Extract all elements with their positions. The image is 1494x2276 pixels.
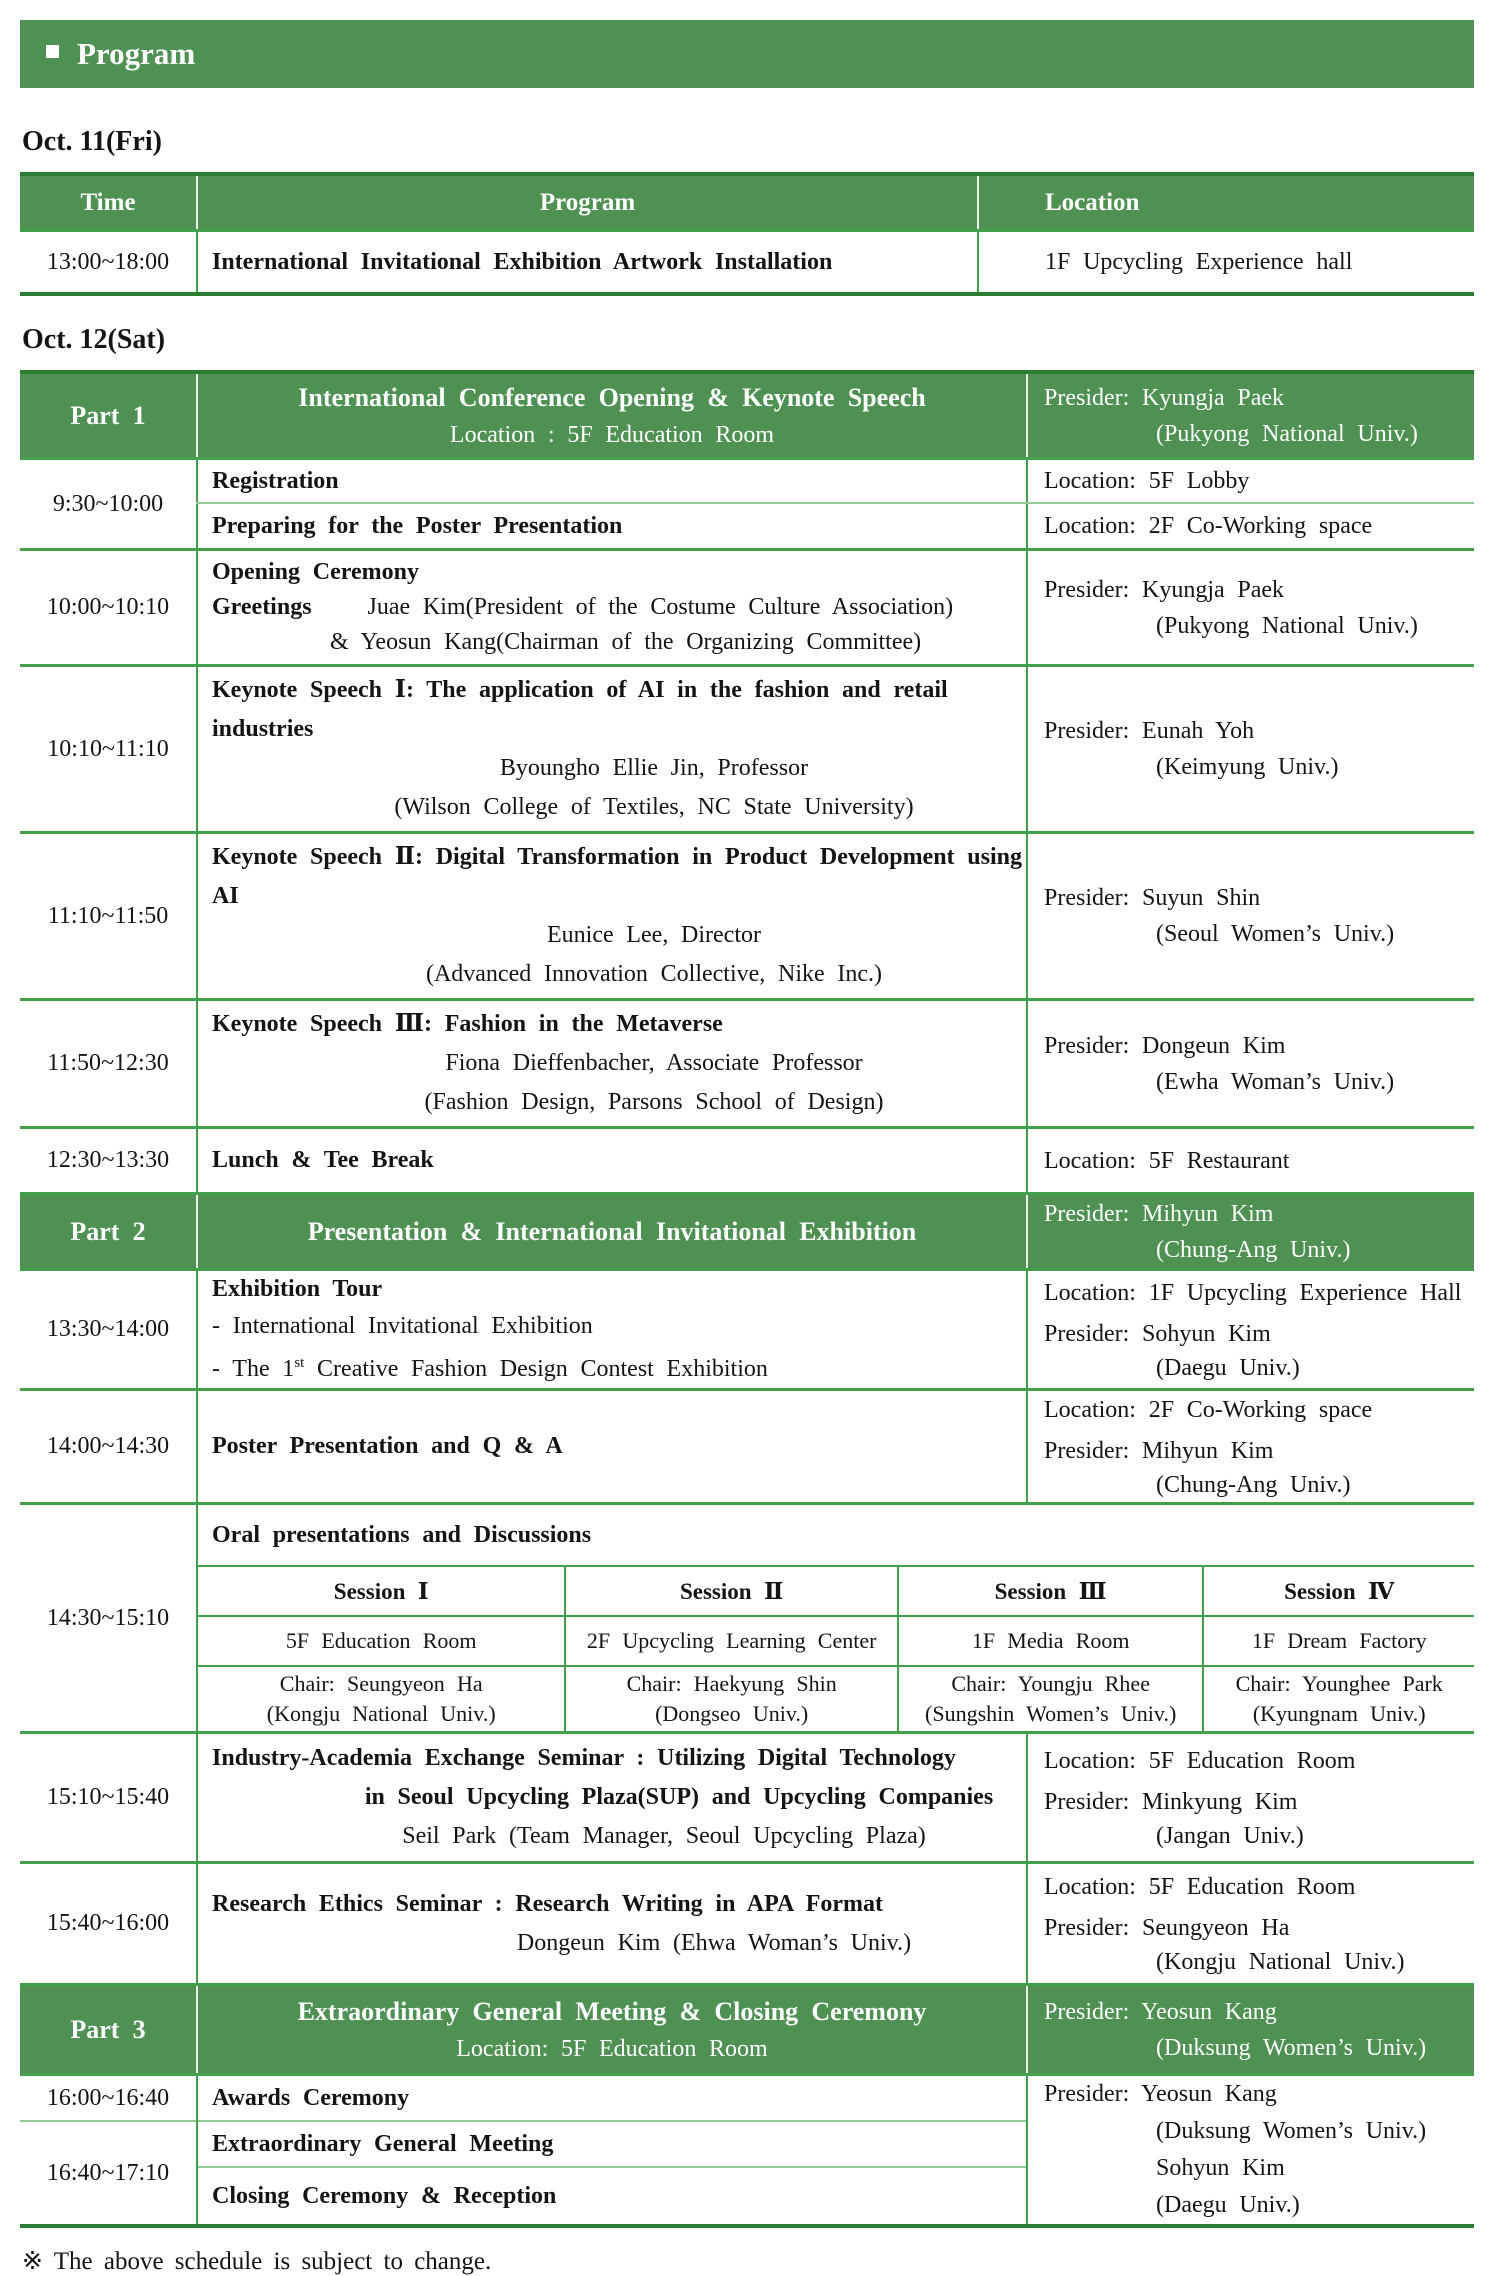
greetings-line xyxy=(212,590,1026,625)
session-3-column xyxy=(897,1567,1203,1731)
session-name: Session Ⅳ xyxy=(1204,1567,1474,1617)
location-cell: Location: 5F Lobby xyxy=(1026,460,1474,502)
bullet-square-icon xyxy=(46,45,59,58)
seminar-title: Research Ethics Seminar : Research Writing in APA Format xyxy=(212,1890,884,1917)
presider-org: (Kongju National Univ.) xyxy=(1156,1949,1405,1975)
session-name: Session Ⅱ xyxy=(566,1567,896,1617)
presider-org: (Duksung Women’s Univ.) xyxy=(1156,2034,1427,2061)
presider-name: Presider: Yeosun Kang xyxy=(1044,1998,1277,2025)
seminar-title-1: Industry-Academia Exchange Seminar : Utilizing Digital Technology xyxy=(212,1745,956,1771)
location-text: Location: 5F Restaurant xyxy=(1044,1147,1290,1174)
program-cell: International Invitational Exhibition Artwork Installation xyxy=(196,232,977,292)
oral-presentations-title: Oral presentations and Discussions xyxy=(212,1521,592,1548)
item-2-text-rest: Creative Fashion Design Contest Exhibition xyxy=(304,1356,768,1382)
row-industry-seminar xyxy=(20,1734,1474,1864)
presider-cell xyxy=(1026,834,1474,998)
keynote-affiliation: (Wilson College of Textiles, NC State University) xyxy=(394,794,914,820)
sessions-table xyxy=(198,1565,1474,1731)
seminar-speaker: Seil Park (Team Manager, Seoul Upcycling Plaza) xyxy=(402,1823,926,1849)
session-chair xyxy=(566,1667,896,1731)
part2-title-cell xyxy=(196,1195,1026,1268)
program-cells xyxy=(196,2076,1026,2224)
part3-title-cell xyxy=(196,1986,1026,2073)
presider-org: (Daegu Univ.) xyxy=(1156,1355,1300,1381)
schedule-table-oct12 xyxy=(20,370,1474,2228)
greetings-name-2: & Yeosun Kang(Chairman of the Organizing Committee) xyxy=(330,629,922,655)
keynote-speaker: Fiona Dieffenbacher, Associate Professor xyxy=(445,1050,863,1076)
time-cell: 16:00~16:40 xyxy=(20,2076,196,2122)
chair-org: (Sungshin Women’s Univ.) xyxy=(925,1701,1177,1726)
time-cell: 15:40~16:00 xyxy=(46,1910,170,1936)
exhibition-item-1: - International Invitational Exhibition xyxy=(212,1313,593,1339)
time-cell: 10:00~10:10 xyxy=(46,594,170,620)
greetings-name-1: Juae Kim(President of the Costume Culture Association) xyxy=(367,594,954,620)
row-poster-presentation xyxy=(20,1391,1474,1505)
session-2-column xyxy=(564,1567,896,1731)
time-cell: 14:30~15:10 xyxy=(46,1604,170,1631)
program-cell-closing-ceremony: Closing Ceremony & Reception xyxy=(212,2182,557,2209)
location-cell xyxy=(1026,1391,1474,1502)
time-cell: 14:00~14:30 xyxy=(46,1433,170,1459)
schedule-table-oct11 xyxy=(20,172,1474,296)
time-cell: 11:10~11:50 xyxy=(47,902,169,929)
program-banner xyxy=(20,20,1474,88)
time-cell: 10:10~11:10 xyxy=(47,735,169,762)
part3-label: Part 3 xyxy=(70,2014,146,2044)
exhibition-item-2 xyxy=(212,1345,1026,1388)
schedule-footnote: ※ The above schedule is subject to change. xyxy=(22,2248,492,2275)
row-oral-presentations xyxy=(20,1505,1474,1734)
time-cell: 12:30~13:30 xyxy=(46,1147,170,1173)
presider-org: (Jangan Univ.) xyxy=(1156,1823,1304,1849)
date-label-oct12: Oct. 12(Sat) xyxy=(22,324,166,355)
presider-name-2: Sohyun Kim xyxy=(1156,2155,1285,2181)
session-room: 1F Dream Factory xyxy=(1204,1617,1474,1667)
row-closing-block xyxy=(20,2076,1474,2224)
row-keynote-3 xyxy=(20,1001,1474,1129)
keynote-title: Keynote Speech Ⅰ: The application of AI in the fashion and retail industries xyxy=(212,677,948,742)
time-cell: 15:10~15:40 xyxy=(46,1784,170,1810)
program-cell: Lunch & Tee Break xyxy=(196,1129,1026,1192)
program-cell xyxy=(196,1271,1026,1388)
program-cell: Poster Presentation and Q & A xyxy=(196,1391,1026,1502)
program-cell xyxy=(196,551,1026,664)
row-ethics-seminar xyxy=(20,1864,1474,1986)
program-cell-general-meeting: Extraordinary General Meeting xyxy=(198,2122,1026,2168)
time-cells xyxy=(20,2076,196,2224)
location-cell xyxy=(1026,1864,1474,1983)
program-cell xyxy=(196,1864,1026,1983)
session-chair xyxy=(899,1667,1203,1731)
session-name: Session Ⅰ xyxy=(198,1567,564,1617)
part1-header-row xyxy=(20,374,1474,460)
chair-name: Chair: Youngju Rhee xyxy=(951,1671,1150,1696)
presider-org: (Duksung Women’s Univ.) xyxy=(1156,2118,1427,2144)
location-text: Location: 5F Education Room xyxy=(1044,1874,1356,1900)
part1-title: International Conference Opening & Keynote Speech xyxy=(298,382,926,412)
chair-name: Chair: Seungyeon Ha xyxy=(279,1671,483,1696)
presider-cell xyxy=(1026,1001,1474,1126)
location-text: Location: 2F Co-Working space xyxy=(1044,1397,1373,1423)
chair-org: (Kyungnam Univ.) xyxy=(1252,1701,1426,1726)
part1-label: Part 1 xyxy=(70,400,146,430)
session-room: 2F Upcycling Learning Center xyxy=(566,1617,896,1667)
row-keynote-1 xyxy=(20,667,1474,834)
presider-name: Presider: Suyun Shin xyxy=(1044,885,1261,911)
part2-header-row xyxy=(20,1195,1474,1271)
session-room: 1F Media Room xyxy=(899,1617,1203,1667)
sub-rows xyxy=(196,460,1474,548)
keynote-speaker: Byoungho Ellie Jin, Professor xyxy=(499,755,809,781)
chair-org: (Kongju National Univ.) xyxy=(266,1701,496,1726)
part3-title: Extraordinary General Meeting & Closing Ceremony xyxy=(297,1996,927,2026)
greetings-label: Greetings xyxy=(212,594,312,620)
presider-name: Presider: Kyungja Paek xyxy=(1044,384,1285,411)
oral-presentations-cell xyxy=(196,1505,1474,1731)
presider-name: Presider: Mihyun Kim xyxy=(1044,1438,1274,1464)
keynote-title: Keynote Speech Ⅲ: Fashion in the Metaverse xyxy=(212,1011,723,1037)
location-text: Location: 5F Education Room xyxy=(1044,1748,1356,1774)
presider-org: (Pukyong National Univ.) xyxy=(1156,420,1418,447)
location-cell: 1F Upcycling Experience hall xyxy=(977,232,1474,292)
program-cell xyxy=(196,667,1026,831)
part3-presider-cell xyxy=(1026,1986,1474,2073)
program-cell xyxy=(196,834,1026,998)
part2-presider-cell xyxy=(1026,1195,1474,1268)
chair-org: (Dongseo Univ.) xyxy=(655,1701,809,1726)
row-opening-ceremony xyxy=(20,551,1474,667)
table-row xyxy=(20,232,1474,292)
presider-name: Presider: Yeosun Kang xyxy=(1044,2081,1277,2107)
time-cell: 13:30~14:00 xyxy=(46,1316,170,1342)
table-header-row xyxy=(20,176,1474,232)
banner-title: Program xyxy=(77,36,196,71)
date-label-oct11: Oct. 11(Fri) xyxy=(22,126,162,157)
keynote-speaker: Eunice Lee, Director xyxy=(547,922,761,948)
presider-name: Presider: Eunah Yoh xyxy=(1044,718,1255,744)
presider-org-2: (Daegu Univ.) xyxy=(1156,2192,1300,2218)
session-name: Session Ⅲ xyxy=(899,1567,1203,1617)
col-header-program: Program xyxy=(196,176,977,229)
keynote-title: Keynote Speech Ⅱ: Digital Transformation in Product Development using AI xyxy=(212,844,1022,909)
col-header-location: Location xyxy=(977,176,1474,229)
row-930 xyxy=(20,460,1474,551)
presider-cell xyxy=(1026,667,1474,831)
part1-subtitle: Location : 5F Education Room xyxy=(449,421,775,448)
time-cell: 13:00~18:00 xyxy=(46,248,170,275)
program-cell: Preparing for the Poster Presentation xyxy=(196,504,1026,548)
presider-org: (Keimyung Univ.) xyxy=(1156,754,1339,780)
session-1-column xyxy=(198,1567,564,1731)
presider-name: Presider: Seungyeon Ha xyxy=(1044,1915,1290,1941)
program-title: Opening Ceremony xyxy=(212,559,419,585)
time-cell: 11:50~12:30 xyxy=(47,1050,169,1076)
chair-name: Chair: Haekyung Shin xyxy=(626,1671,837,1696)
presider-org: (Ewha Woman’s Univ.) xyxy=(1156,1068,1395,1095)
presider-name: Presider: Mihyun Kim xyxy=(1044,1200,1274,1227)
presider-org: (Pukyong National Univ.) xyxy=(1156,612,1418,639)
program-cell xyxy=(196,1734,1026,1861)
col-header-time: Time xyxy=(80,188,136,216)
time-cell: 16:40~17:10 xyxy=(46,2159,170,2186)
session-chair xyxy=(198,1667,564,1731)
program-cell: Registration xyxy=(196,460,1026,502)
presider-name: Presider: Sohyun Kim xyxy=(1044,1321,1271,1347)
part1-presider-cell xyxy=(1026,374,1474,457)
presider-cell xyxy=(1026,551,1474,664)
sub-row-poster-prep xyxy=(196,504,1474,548)
location-text: Location: 1F Upcycling Experience Hall xyxy=(1044,1280,1462,1306)
sub-row-registration xyxy=(196,460,1474,504)
row-exhibition-tour xyxy=(20,1271,1474,1391)
session-room: 5F Education Room xyxy=(198,1617,564,1667)
program-cell-awards: Awards Ceremony xyxy=(198,2076,1026,2122)
presider-org: (Chung-Ang Univ.) xyxy=(1156,1236,1351,1263)
presider-cell xyxy=(1026,2076,1474,2224)
location-cell xyxy=(1026,1271,1474,1388)
session-chair xyxy=(1204,1667,1474,1731)
presider-name: Presider: Dongeun Kim xyxy=(1044,1032,1286,1059)
seminar-speaker: Dongeun Kim (Ehwa Woman’s Univ.) xyxy=(516,1929,912,1956)
row-lunch xyxy=(20,1129,1474,1195)
presider-org: (Seoul Women’s Univ.) xyxy=(1156,921,1395,947)
part3-subtitle: Location: 5F Education Room xyxy=(456,2035,768,2062)
part1-title-cell xyxy=(196,374,1026,457)
program-title: Exhibition Tour xyxy=(212,1276,383,1302)
chair-name: Chair: Younghee Park xyxy=(1235,1671,1443,1696)
item-2-text: - The 1 xyxy=(212,1356,295,1382)
ordinal-superscript: st xyxy=(294,1355,305,1371)
location-cell xyxy=(1026,1129,1474,1192)
session-4-column xyxy=(1202,1567,1474,1731)
seminar-title-2: in Seoul Upcycling Plaza(SUP) and Upcycling Companies xyxy=(364,1784,994,1810)
row-keynote-2 xyxy=(20,834,1474,1001)
location-cell xyxy=(1026,1734,1474,1861)
time-cell: 9:30~10:00 xyxy=(52,490,164,517)
location-cell: Location: 2F Co-Working space xyxy=(1026,504,1474,548)
part2-title: Presentation & International Invitational Exhibition xyxy=(307,1216,917,1246)
presider-org: (Chung-Ang Univ.) xyxy=(1156,1472,1351,1498)
keynote-affiliation: (Advanced Innovation Collective, Nike Inc.) xyxy=(425,961,883,987)
presider-name: Presider: Minkyung Kim xyxy=(1044,1789,1298,1815)
program-cell xyxy=(196,1001,1026,1126)
keynote-affiliation: (Fashion Design, Parsons School of Design) xyxy=(424,1089,884,1115)
part3-header-row xyxy=(20,1986,1474,2076)
presider-name: Presider: Kyungja Paek xyxy=(1044,576,1285,603)
part2-label: Part 2 xyxy=(70,1216,146,1246)
